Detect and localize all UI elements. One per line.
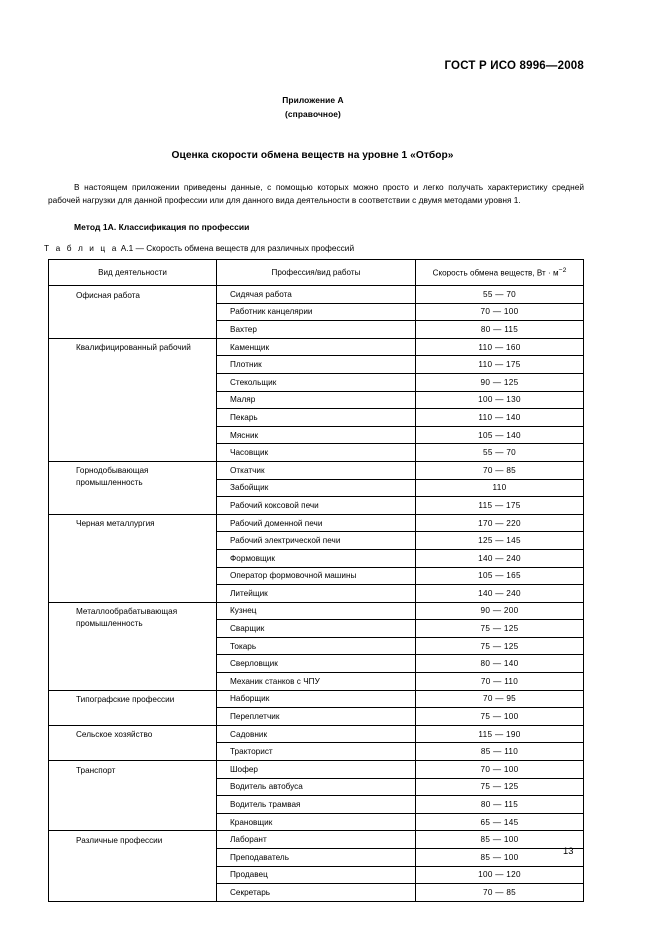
column-header-metabolic-rate [416, 260, 584, 286]
profession-cell: Кузнец [217, 602, 416, 620]
profession-cell: Рабочий коксовой печи [217, 497, 416, 515]
activity-category-cell [49, 690, 217, 725]
metabolic-rate-cell: 140 — 240 [416, 549, 584, 567]
activity-category-cell [49, 286, 217, 339]
profession-cell: Садовник [217, 725, 416, 743]
profession-cell: Сидячая работа [217, 286, 416, 304]
profession-cell: Продавец [217, 866, 416, 884]
table-body [49, 286, 584, 902]
table-header [49, 260, 584, 286]
metabolic-rate-cell: 170 — 220 [416, 514, 584, 532]
profession-cell: Мясник [217, 426, 416, 444]
activity-category-cell [49, 338, 217, 461]
table-row [49, 831, 584, 849]
metabolic-rate-cell: 140 — 240 [416, 585, 584, 603]
profession-cell: Вахтер [217, 321, 416, 339]
annex-label: Приложение А [282, 95, 344, 105]
standard-number-header: ГОСТ Р ИСО 8996—2008 [444, 60, 584, 72]
profession-cell: Часовщик [217, 444, 416, 462]
metabolic-rate-cell: 80 — 115 [416, 796, 584, 814]
profession-cell: Водитель автобуса [217, 778, 416, 796]
metabolic-rate-cell: 70 — 100 [416, 761, 584, 779]
metabolic-rate-cell: 70 — 100 [416, 303, 584, 321]
metabolic-rate-cell: 65 — 145 [416, 813, 584, 831]
profession-cell: Откатчик [217, 461, 416, 479]
profession-cell: Токарь [217, 637, 416, 655]
activity-category-cell [49, 461, 217, 514]
metabolic-rate-cell: 110 — 160 [416, 338, 584, 356]
section-title: Оценка скорости обмена веществ на уровне 1 «Отбор» [171, 150, 454, 161]
column-header-activity-type: Вид деятельности [49, 260, 217, 286]
metabolic-rate-cell: 55 — 70 [416, 286, 584, 304]
profession-cell: Крановщик [217, 813, 416, 831]
activity-category-label: Металлообрабатывающая промышленность [76, 607, 178, 628]
metabolic-rate-cell: 85 — 110 [416, 743, 584, 761]
activity-category-label: Горнодобывающая промышленность [76, 466, 149, 488]
metabolic-rate-cell: 55 — 70 [416, 444, 584, 462]
table-row [49, 338, 584, 356]
table-caption [44, 243, 354, 253]
activity-category-label: Квалифицированный рабочий [76, 343, 191, 353]
profession-cell: Рабочий электрической печи [217, 532, 416, 550]
page-number: 13 [563, 845, 574, 856]
profession-cell: Механик станков с ЧПУ [217, 673, 416, 691]
profession-cell: Секретарь [217, 884, 416, 902]
metabolic-rate-cell: 100 — 130 [416, 391, 584, 409]
profession-cell: Стекольщик [217, 373, 416, 391]
column-header-metabolic-rate-text: Скорость обмена веществ, Вт · м [432, 268, 559, 278]
activity-category-cell [49, 514, 217, 602]
profession-cell: Сверловщик [217, 655, 416, 673]
activity-category-cell [49, 725, 217, 760]
metabolic-rate-cell: 75 — 125 [416, 620, 584, 638]
metabolic-rate-cell: 115 — 190 [416, 725, 584, 743]
activity-category-cell [49, 831, 217, 901]
metabolic-rate-cell: 70 — 85 [416, 461, 584, 479]
metabolic-rate-cell: 90 — 200 [416, 602, 584, 620]
metabolic-rate-cell: 100 — 120 [416, 866, 584, 884]
annex-kind: (справочное) [285, 109, 341, 119]
metabolic-rate-cell: 125 — 145 [416, 532, 584, 550]
table-row [49, 461, 584, 479]
table-row [49, 725, 584, 743]
metabolic-rate-cell: 80 — 140 [416, 655, 584, 673]
profession-cell: Плотник [217, 356, 416, 374]
activity-category-label: Сельское хозяйство [76, 730, 153, 740]
metabolic-rate-cell: 105 — 140 [416, 426, 584, 444]
profession-cell: Пекарь [217, 409, 416, 427]
profession-cell: Переплетчик [217, 708, 416, 726]
activity-category-cell [49, 602, 217, 690]
profession-cell: Сварщик [217, 620, 416, 638]
profession-cell: Тракторист [217, 743, 416, 761]
metabolic-rate-cell: 110 [416, 479, 584, 497]
metabolic-rate-cell: 85 — 100 [416, 831, 584, 849]
unit-superscript: −2 [558, 267, 567, 275]
intro-paragraph: В настоящем приложении приведены данные, с помощью которых можно просто и легко получать характеристику средней рабочей нагрузки для данной профессии или для данного вида деятельности в соответствии с двумя методами уровня 1. [48, 182, 584, 205]
activity-category-label: Типографские профессии [76, 695, 175, 705]
table-row [49, 286, 584, 304]
profession-cell: Работник канцелярии [217, 303, 416, 321]
metabolic-rate-table [48, 259, 584, 902]
activity-category-cell [49, 761, 217, 831]
profession-cell: Маляр [217, 391, 416, 409]
activity-category-label: Черная металлургия [76, 519, 155, 529]
profession-cell: Литейщик [217, 585, 416, 603]
profession-cell: Оператор формовочной машины [217, 567, 416, 585]
activity-category-label: Транспорт [76, 765, 116, 775]
profession-cell: Рабочий доменной печи [217, 514, 416, 532]
metabolic-rate-cell: 115 — 175 [416, 497, 584, 515]
table-row [49, 690, 584, 708]
activity-category-label: Различные профессии [76, 835, 163, 845]
metabolic-rate-cell: 75 — 100 [416, 708, 584, 726]
profession-cell: Забойщик [217, 479, 416, 497]
metabolic-rate-cell: 110 — 140 [416, 409, 584, 427]
metabolic-rate-cell: 75 — 125 [416, 637, 584, 655]
metabolic-rate-cell: 105 — 165 [416, 567, 584, 585]
profession-cell: Шофер [217, 761, 416, 779]
profession-cell: Наборщик [217, 690, 416, 708]
metabolic-rate-cell: 75 — 125 [416, 778, 584, 796]
profession-cell: Преподаватель [217, 849, 416, 867]
table-header-row [49, 260, 584, 286]
table-caption-prefix: Т а б л и ц а [44, 243, 119, 253]
column-header-profession: Профессия/вид работы [217, 260, 416, 286]
metabolic-rate-cell: 80 — 115 [416, 321, 584, 339]
metabolic-rate-cell: 70 — 95 [416, 690, 584, 708]
table-row [49, 514, 584, 532]
table-caption-text: А.1 — Скорость обмена веществ для различных профессий [120, 243, 355, 253]
method-heading: Метод 1А. Классификация по профессии [74, 222, 250, 232]
profession-cell: Формовщик [217, 549, 416, 567]
profession-cell: Каменщик [217, 338, 416, 356]
metabolic-rate-cell: 70 — 110 [416, 673, 584, 691]
metabolic-rate-cell: 110 — 175 [416, 356, 584, 374]
metabolic-rate-cell: 85 — 100 [416, 849, 584, 867]
table-row [49, 761, 584, 779]
profession-cell: Лаборант [217, 831, 416, 849]
activity-category-label: Офисная работа [76, 290, 140, 300]
table-row [49, 602, 584, 620]
annex-heading [0, 93, 661, 121]
profession-cell: Водитель трамвая [217, 796, 416, 814]
metabolic-rate-cell: 70 — 85 [416, 884, 584, 902]
metabolic-rate-cell: 90 — 125 [416, 373, 584, 391]
